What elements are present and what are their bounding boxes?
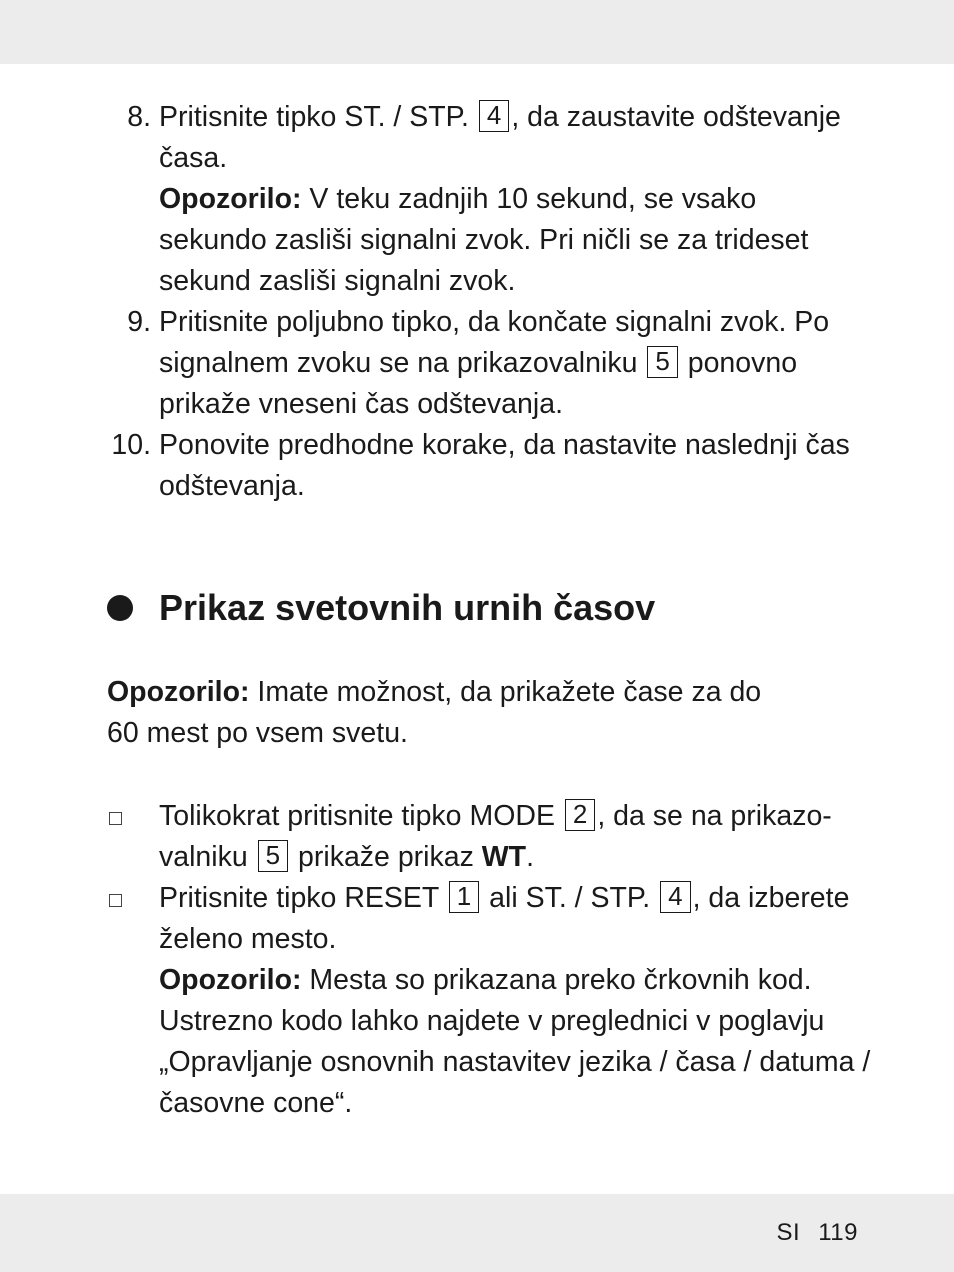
display-ref-5: 5 bbox=[647, 346, 677, 378]
bullet-2-line-1: Pritisnite tipko RESET 1 ali ST. / STP. 4 , da izberete bbox=[159, 881, 850, 914]
step-8-note-line-2: sekundo zasliši signalni zvok. Pri ničli se za trideset bbox=[159, 224, 809, 256]
step-9-line-2: signalnem zvoku se na prikazovalniku 5 ponovno bbox=[159, 346, 798, 379]
step-10-line-1: Ponovite predhodne korake, da nastavite naslednji čas bbox=[159, 429, 850, 461]
page-footer bbox=[777, 1219, 858, 1247]
bullet-2-note-line-1: Opozorilo: Mesta so prikazana preko črkovnih kod. bbox=[159, 964, 812, 996]
step-8-line-1: Pritisnite tipko ST. / STP. 4 , da zaustavite odštevanje bbox=[159, 100, 841, 133]
bullet-2-note-line-3: „Opravljanje osnovnih nastavitev jezika / časa / datuma / bbox=[159, 1046, 871, 1078]
display-ref-5: 5 bbox=[258, 840, 288, 872]
button-ref-4: 4 bbox=[660, 881, 690, 913]
language-code: SI bbox=[776, 1219, 801, 1246]
button-ref-2: 2 bbox=[565, 799, 595, 831]
checkbox-square-icon bbox=[109, 812, 122, 825]
section-note-line-2: 60 mest po vsem svetu. bbox=[107, 717, 408, 749]
bullet-2-line-2: želeno mesto. bbox=[159, 923, 337, 955]
wt-label: WT bbox=[481, 841, 527, 873]
step-9-line-3: prikaže vneseni čas odštevanja. bbox=[159, 388, 563, 420]
step-10-number: 10. bbox=[111, 429, 151, 461]
checkbox-square-icon bbox=[109, 894, 122, 907]
step-10-line-2: odštevanja. bbox=[159, 470, 305, 502]
page-number: 119 bbox=[818, 1219, 858, 1246]
step-8-line-2: časa. bbox=[159, 142, 228, 174]
bullet-2-note-line-4: časovne cone“. bbox=[159, 1087, 353, 1119]
step-9-line-1: Pritisnite poljubno tipko, da končate signalni zvok. Po bbox=[159, 306, 830, 338]
section-heading: Prikaz svetovnih urnih časov bbox=[159, 587, 656, 628]
note-label: Opozorilo: bbox=[159, 964, 302, 996]
note-label: Opozorilo: bbox=[107, 676, 250, 708]
button-ref-4: 4 bbox=[479, 100, 509, 132]
bullet-dot-icon bbox=[107, 595, 133, 621]
button-ref-1: 1 bbox=[449, 881, 479, 913]
bullet-1-line-2: valniku 5 prikaže prikaz WT. bbox=[159, 840, 534, 873]
step-9-number: 9. bbox=[127, 306, 151, 338]
bullet-1-line-1: Tolikokrat pritisnite tipko MODE 2 , da se na prikazo- bbox=[159, 799, 832, 832]
note-label: Opozorilo: bbox=[159, 183, 302, 215]
step-8-number: 8. bbox=[127, 101, 151, 133]
section-note-line-1: Opozorilo: Imate možnost, da prikažete čase za do bbox=[107, 676, 762, 708]
step-8-note-line-1: Opozorilo: V teku zadnjih 10 sekund, se vsako bbox=[159, 183, 757, 215]
bullet-2-note-line-2: Ustrezno kodo lahko najdete v preglednici v poglavju bbox=[159, 1005, 825, 1037]
header-band bbox=[0, 0, 954, 64]
step-8-note-line-3: sekund zasliši signalni zvok. bbox=[159, 265, 516, 297]
